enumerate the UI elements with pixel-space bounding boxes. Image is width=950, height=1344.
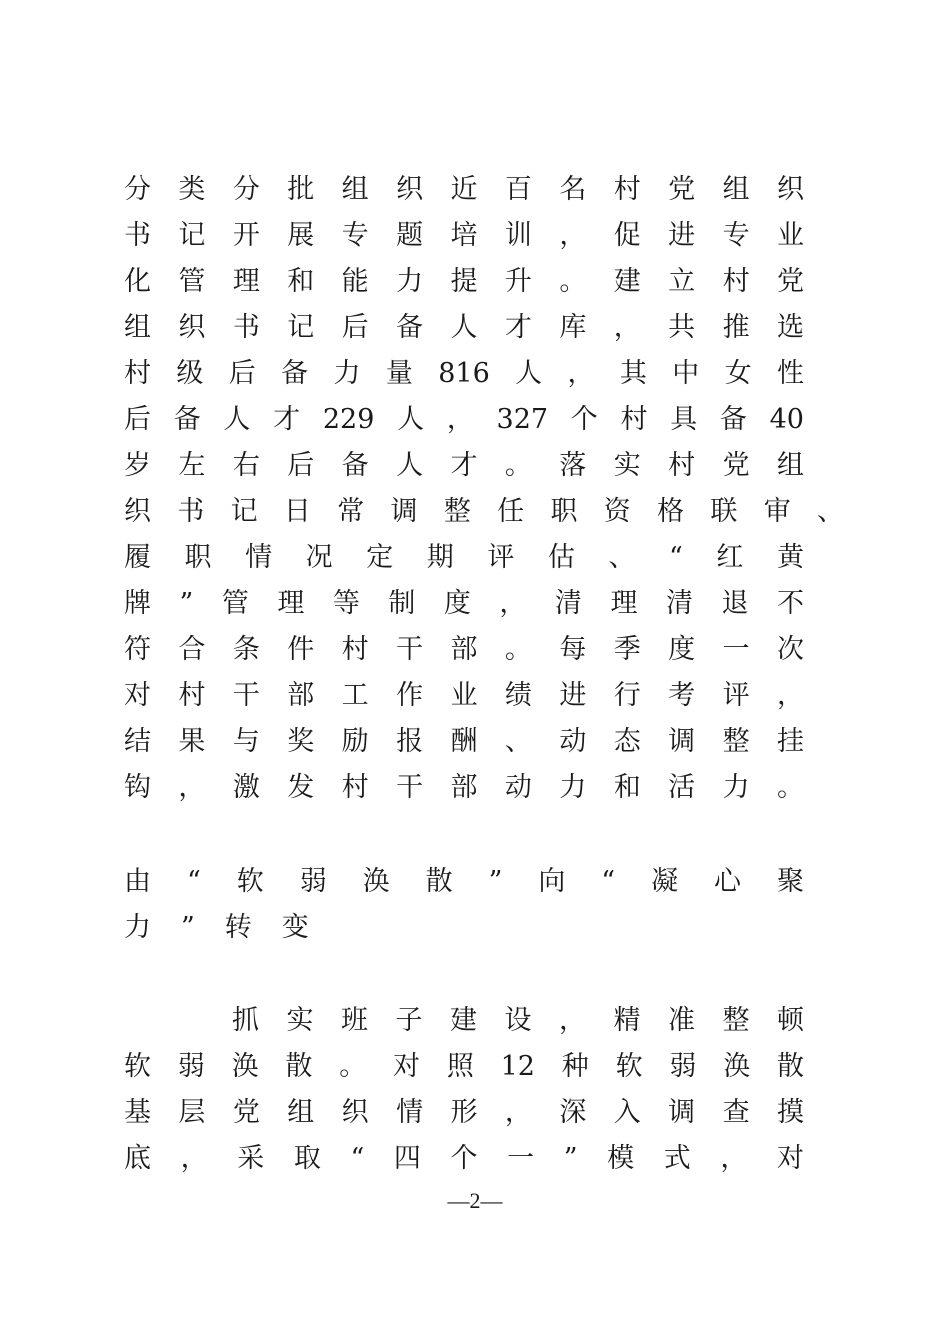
body-line: 符合条件村干部。每季度一次 bbox=[124, 634, 804, 665]
body-line: 钩，激发村干部动力和活力。 bbox=[124, 772, 804, 803]
body-line: 组织书记后备人才库，共推选 bbox=[124, 312, 804, 343]
body-line: 化管理和能力提升。建立村党 bbox=[124, 266, 804, 297]
body-line: 软弱涣散。对照12种软弱涣散 bbox=[124, 1051, 804, 1082]
body-line: 分类分批组织近百名村党组织 bbox=[124, 174, 804, 205]
body-line: 岁左右后备人才。落实村党组 bbox=[124, 450, 804, 481]
body-line: 村级后备力量816人，其中女性 bbox=[124, 358, 804, 389]
body-line: 牌”管理等制度，清理清退不 bbox=[124, 588, 804, 619]
body-line: 抓实班子建设，精准整顿 bbox=[232, 1005, 804, 1036]
page-number: —2— bbox=[447, 1188, 503, 1213]
body-line: 后备人才229人，327个村具备40 bbox=[124, 404, 804, 435]
section-heading-line: 由“软弱涣散”向“凝心聚 bbox=[124, 866, 804, 897]
body-line: 底，采取“四个一”模式，对 bbox=[124, 1143, 804, 1174]
body-line: 书记开展专题培训，促进专业 bbox=[124, 220, 804, 251]
section-heading-line: 力”转变 bbox=[124, 912, 339, 943]
body-line: 对村干部工作业绩进行考评， bbox=[124, 680, 804, 711]
body-line: 结果与奖励报酬、动态调整挂 bbox=[124, 726, 804, 757]
body-line: 履职情况定期评估、“红黄 bbox=[124, 542, 804, 573]
body-line: 织书记日常调整任职资格联审、 bbox=[124, 496, 844, 527]
body-line: 基层党组织情形，深入调查摸 bbox=[124, 1097, 804, 1128]
